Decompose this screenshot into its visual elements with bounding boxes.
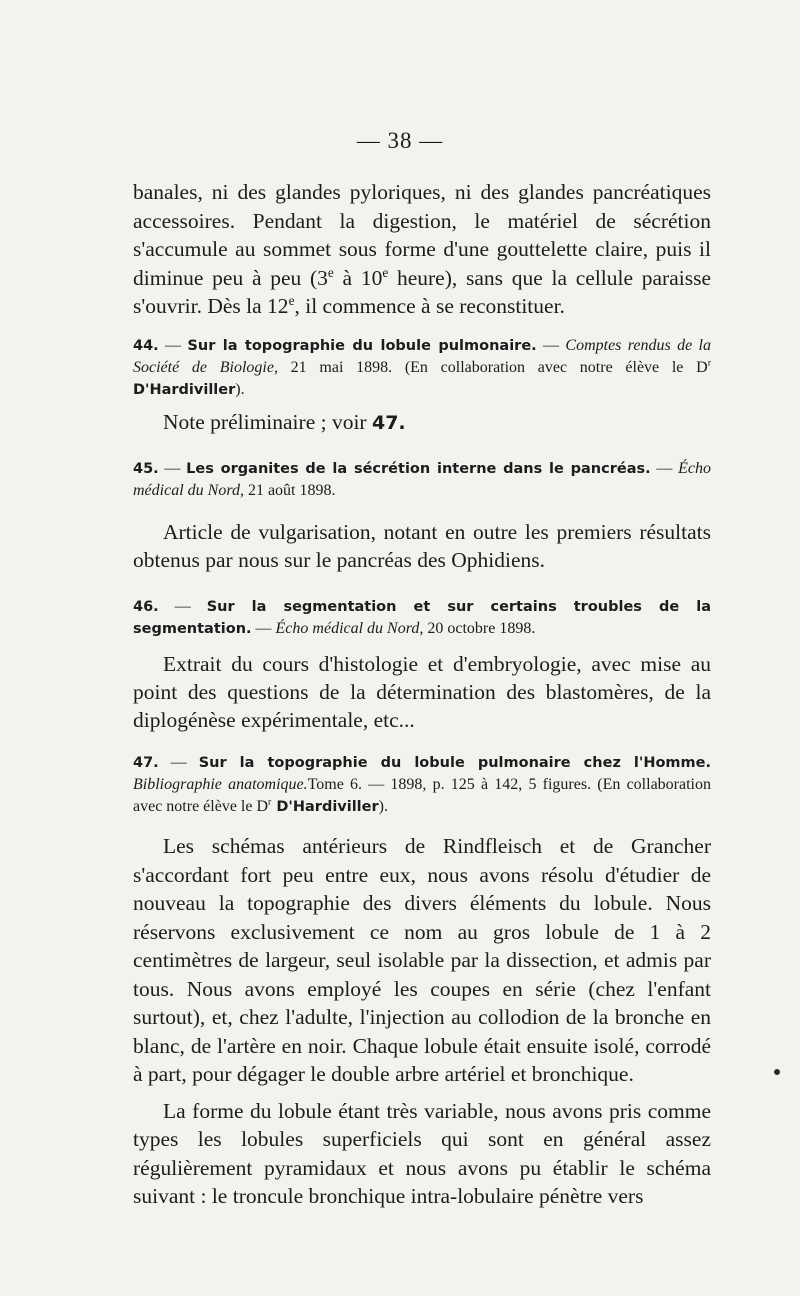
entry-details-end: ). [378,798,388,815]
intro-text-part1: banales, ni des glandes pyloriques, ni des glandes pancréatiques accessoires. Pendant la digestion, le matériel de sécrétion s'accumule au sommet sous forme d'une gouttelette claire, puis il diminue peu à peu (3 [133,180,711,290]
entry-number: 44. [133,338,159,354]
intro-text-part2: à 10 [333,265,383,290]
note-text: Note préliminaire ; voir [163,410,372,434]
entry-author: D'Hardiviller [133,382,236,398]
entry-journal: Bibliographie anatomique. [133,776,308,793]
entry-dash: — [158,754,199,771]
entry-journal: Écho médical du Nord, [275,620,424,637]
entry-dash: — [650,460,679,477]
ink-speck [774,1069,780,1075]
intro-text-part4: , il commence à se reconstituer. [294,294,565,318]
entry-details: 20 octobre 1898. [423,620,536,637]
entry-details: 21 mai 1898. (En collaboration avec notre élève le D [277,359,708,376]
superscript: r [707,357,711,369]
entry-dash: — [251,620,276,637]
note-text: Extrait du cours d'histologie et d'embryologie, avec mise au point des questions de la détermination des blastomères, de la diplogénèse expérimentale, etc... [133,652,711,732]
entry-details-end: ). [235,381,245,398]
intro-text-part3: heure), sans que la cellule paraisse s'ouvrir. Dès la 12 [133,265,711,318]
superscript: r [268,796,272,808]
entry-number: 45. [133,461,159,477]
entry-title: Sur la segmentation et sur certains troubles de la segmentation. [133,599,711,637]
entry-45-note [133,518,711,574]
page-number: — 38 — [356,128,444,153]
entry-title: Les organites de la sécrétion interne dans le pancréas. [186,461,651,477]
note-reference: 47. [371,412,406,434]
intro-paragraph [133,178,711,321]
entry-author: D'Hardiviller [271,799,379,815]
superscript: e [288,292,295,308]
intro-text [133,178,711,321]
closing-paragraph-2: La forme du lobule étant très variable, nous avons pris comme types les lobules superficiels qui sont en général assez régulièrement pyramidaux et nous avons pu établir le schéma suivant : le troncule bronchique intra-lobulaire pénètre vers [133,1098,711,1208]
note-text: Article de vulgarisation, notant en outre les premiers résultats obtenus par nous sur le pancréas des Ophidiens. [133,520,711,572]
entry-details: Tome 6. — 1898, p. 125 à 142, 5 figures. (En collaboration avec notre élève le D [133,776,711,815]
entry-title: Sur la topographie du lobule pulmonaire chez l'Homme. [198,755,711,771]
entry-details: 21 août 1898. [243,482,336,499]
entry-dash: — [536,337,566,354]
bibliography-entry-47 [133,752,711,818]
bibliography-entry-46 [133,596,711,640]
bibliography-entry-44 [133,335,711,401]
entry-title: Sur la topographie du lobule pulmonaire. [187,338,537,354]
closing-section [133,832,711,1211]
entry-dash: — [158,598,207,615]
superscript: e [327,264,334,280]
entry-number: 47. [133,755,159,771]
entry-journal: Écho médical du Nord, [133,460,711,499]
entry-46-note [133,650,711,734]
closing-paragraph-1: Les schémas antérieurs de Rindfleisch et de Grancher s'accordant fort peu entre eux, nous avons résolu d'étudier de nouveau la topographie des divers éléments du lobule. Nous réservons exclusivement ce nom au gros lobule de 1 à 2 centimètres de largeur, seul isolable par la dissection, et admis par tous. Nous avons employé les coupes en série (chez l'enfant surtout), et, chez l'adulte, l'injection au collodion de la bronche en blanc, de l'artère en noir. Chaque lobule était ensuite isolé, corrodé à part, pour dégager le double arbre artériel et bronchique. [133,834,711,1086]
bibliography-entry-45 [133,458,711,502]
superscript: e [382,264,389,280]
entry-number: 46. [133,599,159,615]
entry-dash: — [158,337,188,354]
entry-journal: Comptes rendus de la Société de Biologie, [133,337,712,376]
entry-44-note [133,408,711,437]
entry-dash: — [158,460,187,477]
